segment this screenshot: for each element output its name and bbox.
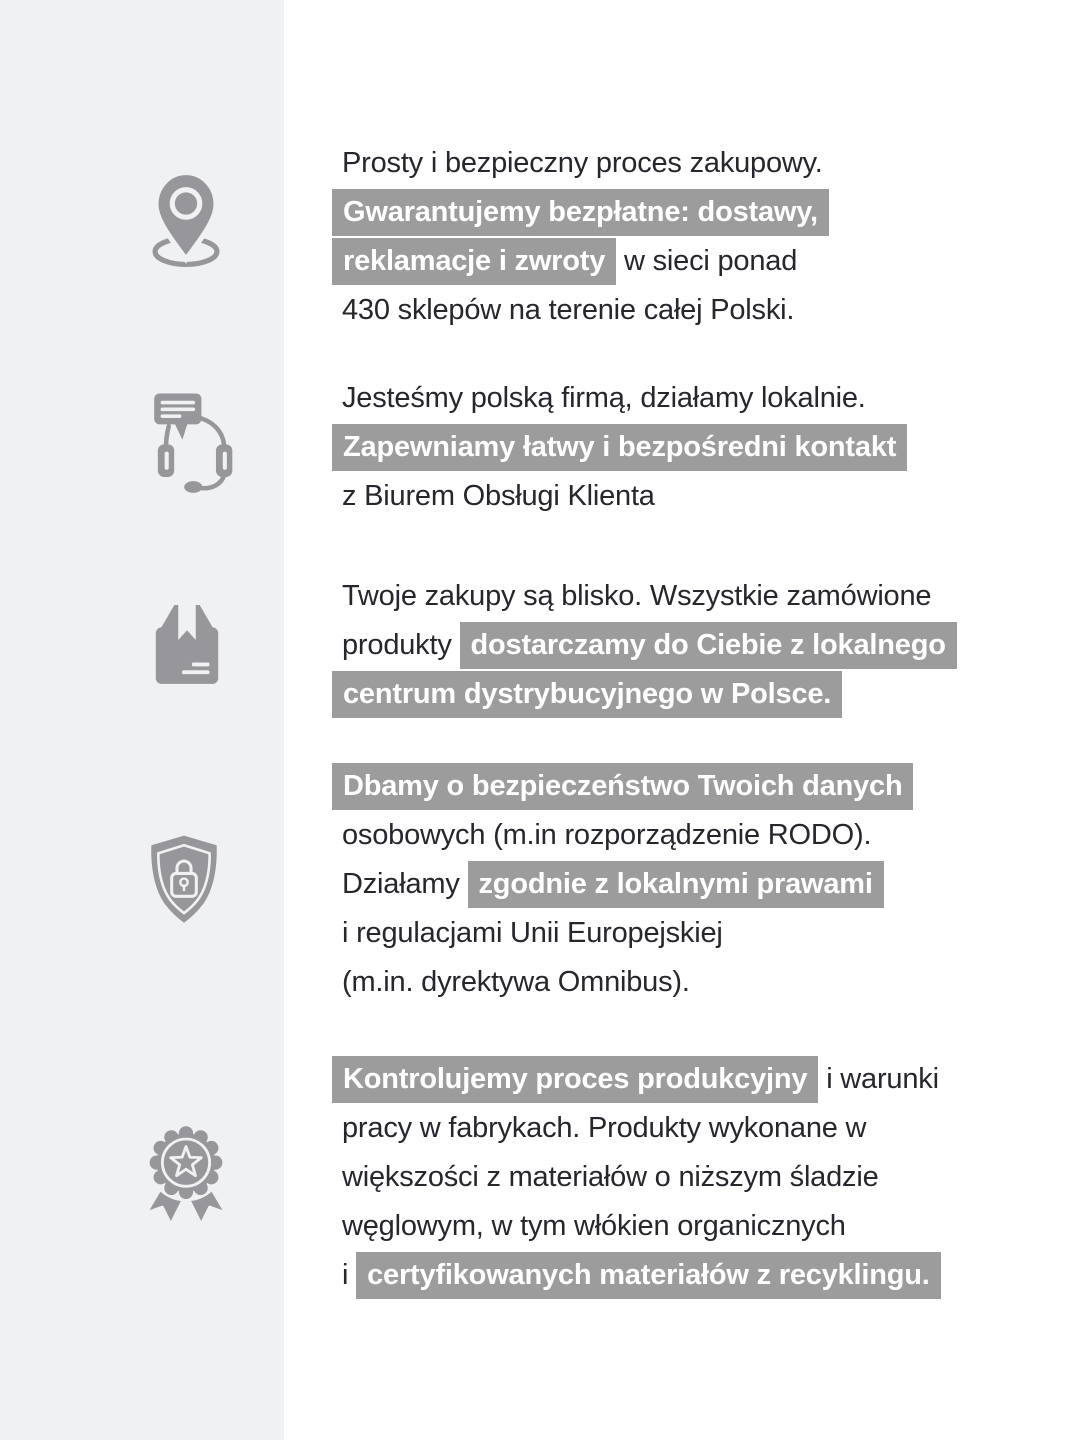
text-line bbox=[332, 472, 907, 521]
text-line bbox=[332, 139, 829, 188]
text-line bbox=[332, 909, 913, 958]
benefit-block-delivery bbox=[332, 572, 957, 719]
plain-text: z Biurem Obsługi Klienta bbox=[342, 479, 655, 512]
highlighted-text: zgodnie z lokalnymi prawami bbox=[468, 861, 884, 908]
plain-text: produkty bbox=[342, 628, 460, 661]
plain-text: Działamy bbox=[342, 867, 468, 900]
highlighted-text: reklamacje i zwroty bbox=[332, 238, 616, 285]
text-line bbox=[332, 1251, 941, 1300]
highlighted-text: dostarczamy do Ciebie z lokalnego bbox=[460, 622, 957, 669]
text-line bbox=[332, 860, 913, 909]
text-line bbox=[332, 1055, 941, 1104]
plain-text: 430 sklepów na terenie całej Polski. bbox=[342, 293, 795, 326]
location-pin-icon bbox=[143, 170, 229, 273]
highlighted-text: Gwarantujemy bezpłatne: dostawy, bbox=[332, 189, 829, 236]
plain-text: (m.in. dyrektywa Omnibus). bbox=[342, 965, 690, 998]
highlighted-text: Dbamy o bezpieczeństwo Twoich danych bbox=[332, 763, 913, 810]
highlighted-text: Zapewniamy łatwy i bezpośredni kontakt bbox=[332, 424, 907, 471]
highlighted-text: centrum dystrybucyjnego w Polsce. bbox=[332, 671, 842, 718]
customer-support-headset-icon bbox=[136, 388, 236, 497]
text-line bbox=[332, 374, 907, 423]
shield-lock-icon bbox=[140, 832, 228, 929]
highlighted-text: Kontrolujemy proces produkcyjny bbox=[332, 1056, 818, 1103]
text-line bbox=[332, 237, 829, 286]
benefit-block-production bbox=[332, 1055, 941, 1300]
text-line bbox=[332, 572, 957, 621]
text-line bbox=[332, 621, 957, 670]
benefit-block-contact bbox=[332, 374, 907, 521]
text-line bbox=[332, 286, 829, 335]
text-line bbox=[332, 811, 913, 860]
text-line bbox=[332, 1104, 941, 1153]
plain-text: Jesteśmy polską firmą, działamy lokalnie. bbox=[342, 381, 866, 414]
plain-text: osobowych (m.in rozporządzenie RODO). bbox=[342, 818, 872, 851]
award-badge-icon bbox=[134, 1119, 238, 1228]
benefit-block-shopping bbox=[332, 139, 829, 335]
text-line bbox=[332, 762, 913, 811]
text-line bbox=[332, 423, 907, 472]
package-box-icon bbox=[148, 595, 226, 689]
text-line bbox=[332, 1202, 941, 1251]
text-line bbox=[332, 958, 913, 1007]
plain-text: i warunki bbox=[818, 1062, 939, 1095]
text-line bbox=[332, 670, 957, 719]
plain-text: i bbox=[342, 1258, 357, 1291]
plain-text: Prosty i bezpieczny proces zakupowy. bbox=[342, 146, 823, 179]
benefit-block-data-security bbox=[332, 762, 913, 1007]
plain-text: i regulacjami Unii Europejskiej bbox=[342, 916, 723, 949]
plain-text: węglowym, w tym włókien organicznych bbox=[342, 1209, 846, 1242]
plain-text: pracy w fabrykach. Produkty wykonane w bbox=[342, 1111, 867, 1144]
text-line bbox=[332, 1153, 941, 1202]
plain-text: w sieci ponad bbox=[616, 244, 798, 277]
text-line bbox=[332, 188, 829, 237]
highlighted-text: certyfikowanych materiałów z recyklingu. bbox=[356, 1252, 941, 1299]
plain-text: Twoje zakupy są blisko. Wszystkie zamówione bbox=[342, 579, 932, 612]
plain-text: większości z materiałów o niższym śladzie bbox=[342, 1160, 879, 1193]
